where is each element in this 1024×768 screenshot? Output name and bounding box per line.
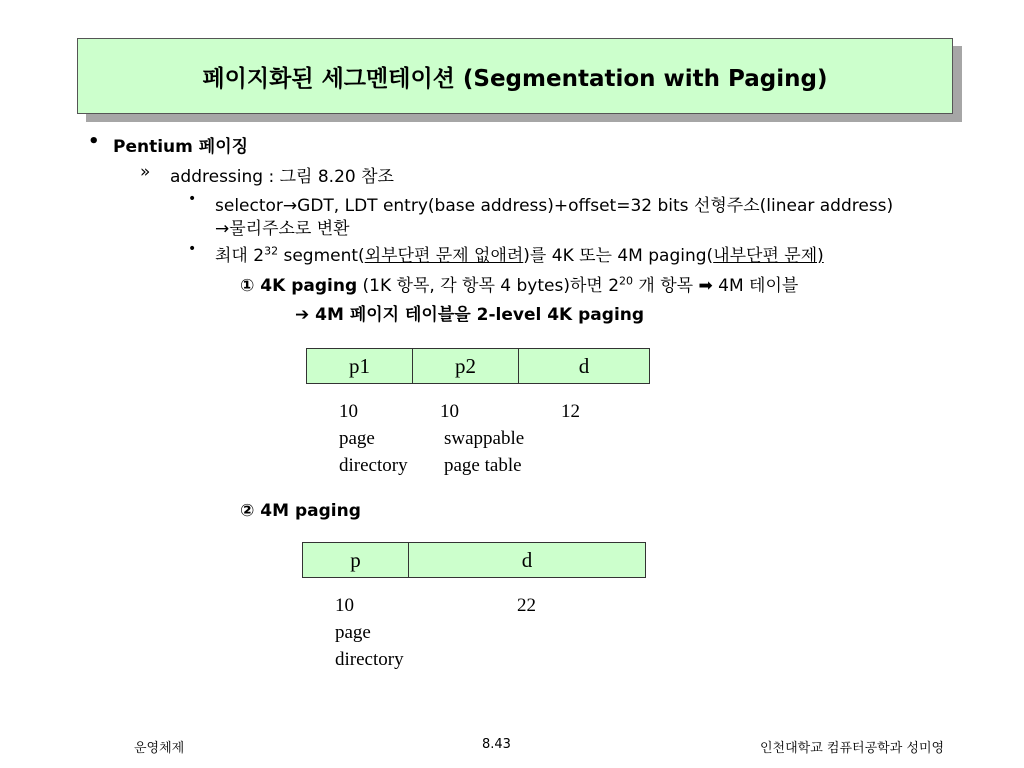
- paging-4k-rest: 개 항목 ➡ 4M 테이블: [633, 276, 799, 296]
- two-level-line: ➔ 4M 페이지 테이블을 2-level 4K paging: [295, 305, 645, 325]
- label-line: directory: [335, 649, 404, 670]
- bullet-selector-text-2: →물리주소로 변환: [215, 219, 350, 239]
- bits-d: 12: [561, 401, 580, 422]
- slide-title-text: 페이지화된 세그멘테이션 (Segmentation with Paging): [202, 65, 828, 92]
- field-d: d: [578, 353, 590, 378]
- slide-title: [77, 38, 953, 114]
- paging-4m-heading: ② 4M paging: [240, 501, 361, 521]
- paging-4k-line: [240, 271, 798, 296]
- bullet-dot-icon: •: [88, 131, 100, 152]
- address-format-4m: [302, 542, 646, 578]
- bullet-pentium-text: Pentium 페이징: [113, 137, 249, 157]
- field-d: d: [521, 547, 533, 572]
- bullet-max-segment-text: [215, 241, 824, 266]
- footer-author: 인천대학교 컴퓨터공학과 성미영: [760, 741, 945, 756]
- bullet-addressing-text: addressing : 그림 8.20 참조: [170, 167, 394, 187]
- label-line: page: [335, 622, 371, 643]
- internal-fragment-text: 내부단편 문제): [713, 246, 824, 266]
- label-line: directory: [339, 455, 408, 476]
- field-p2: p2: [413, 349, 519, 383]
- external-fragment-text: 외부단편 문제 없애려: [364, 246, 524, 266]
- bits-p1: 10: [339, 401, 358, 422]
- label-line: page: [339, 428, 375, 449]
- bullet-dot-icon: •: [188, 191, 197, 207]
- chevron-bullet-icon: »: [140, 162, 151, 182]
- bits-p: 10: [335, 595, 354, 616]
- max-segment-exponent: 32: [264, 244, 279, 258]
- bullet-selector-text: selector→GDT, LDT entry(base address)+offset=32 bits 선형주소(linear address): [215, 196, 894, 216]
- field-p1: p1: [307, 349, 413, 383]
- footer-course: 운영체제: [134, 741, 185, 756]
- bits-p2: 10: [440, 401, 459, 422]
- max-segment-mid: segment(: [278, 246, 365, 266]
- bullet-dot-icon: •: [188, 241, 197, 257]
- footer-page-number: 8.43: [482, 737, 511, 752]
- paging-4k-heading: ① 4K paging: [240, 276, 358, 296]
- paging-4k-mid: (1K 항목, 각 항목 4 bytes)하면 2: [357, 276, 620, 296]
- label-swappable-page-table: [444, 425, 524, 479]
- label-page-directory: [339, 425, 408, 479]
- max-segment-prefix: 최대 2: [215, 246, 265, 266]
- label-line: page table: [444, 455, 522, 476]
- paging-4k-exponent: 20: [619, 274, 634, 288]
- label-page-directory-4m: [335, 619, 404, 673]
- field-p: p: [303, 543, 409, 577]
- label-line: swappable: [444, 428, 525, 449]
- bits-d: 22: [517, 595, 536, 616]
- address-format-4k: [306, 348, 650, 384]
- max-segment-mid2: )를 4K 또는 4M paging(: [523, 246, 714, 266]
